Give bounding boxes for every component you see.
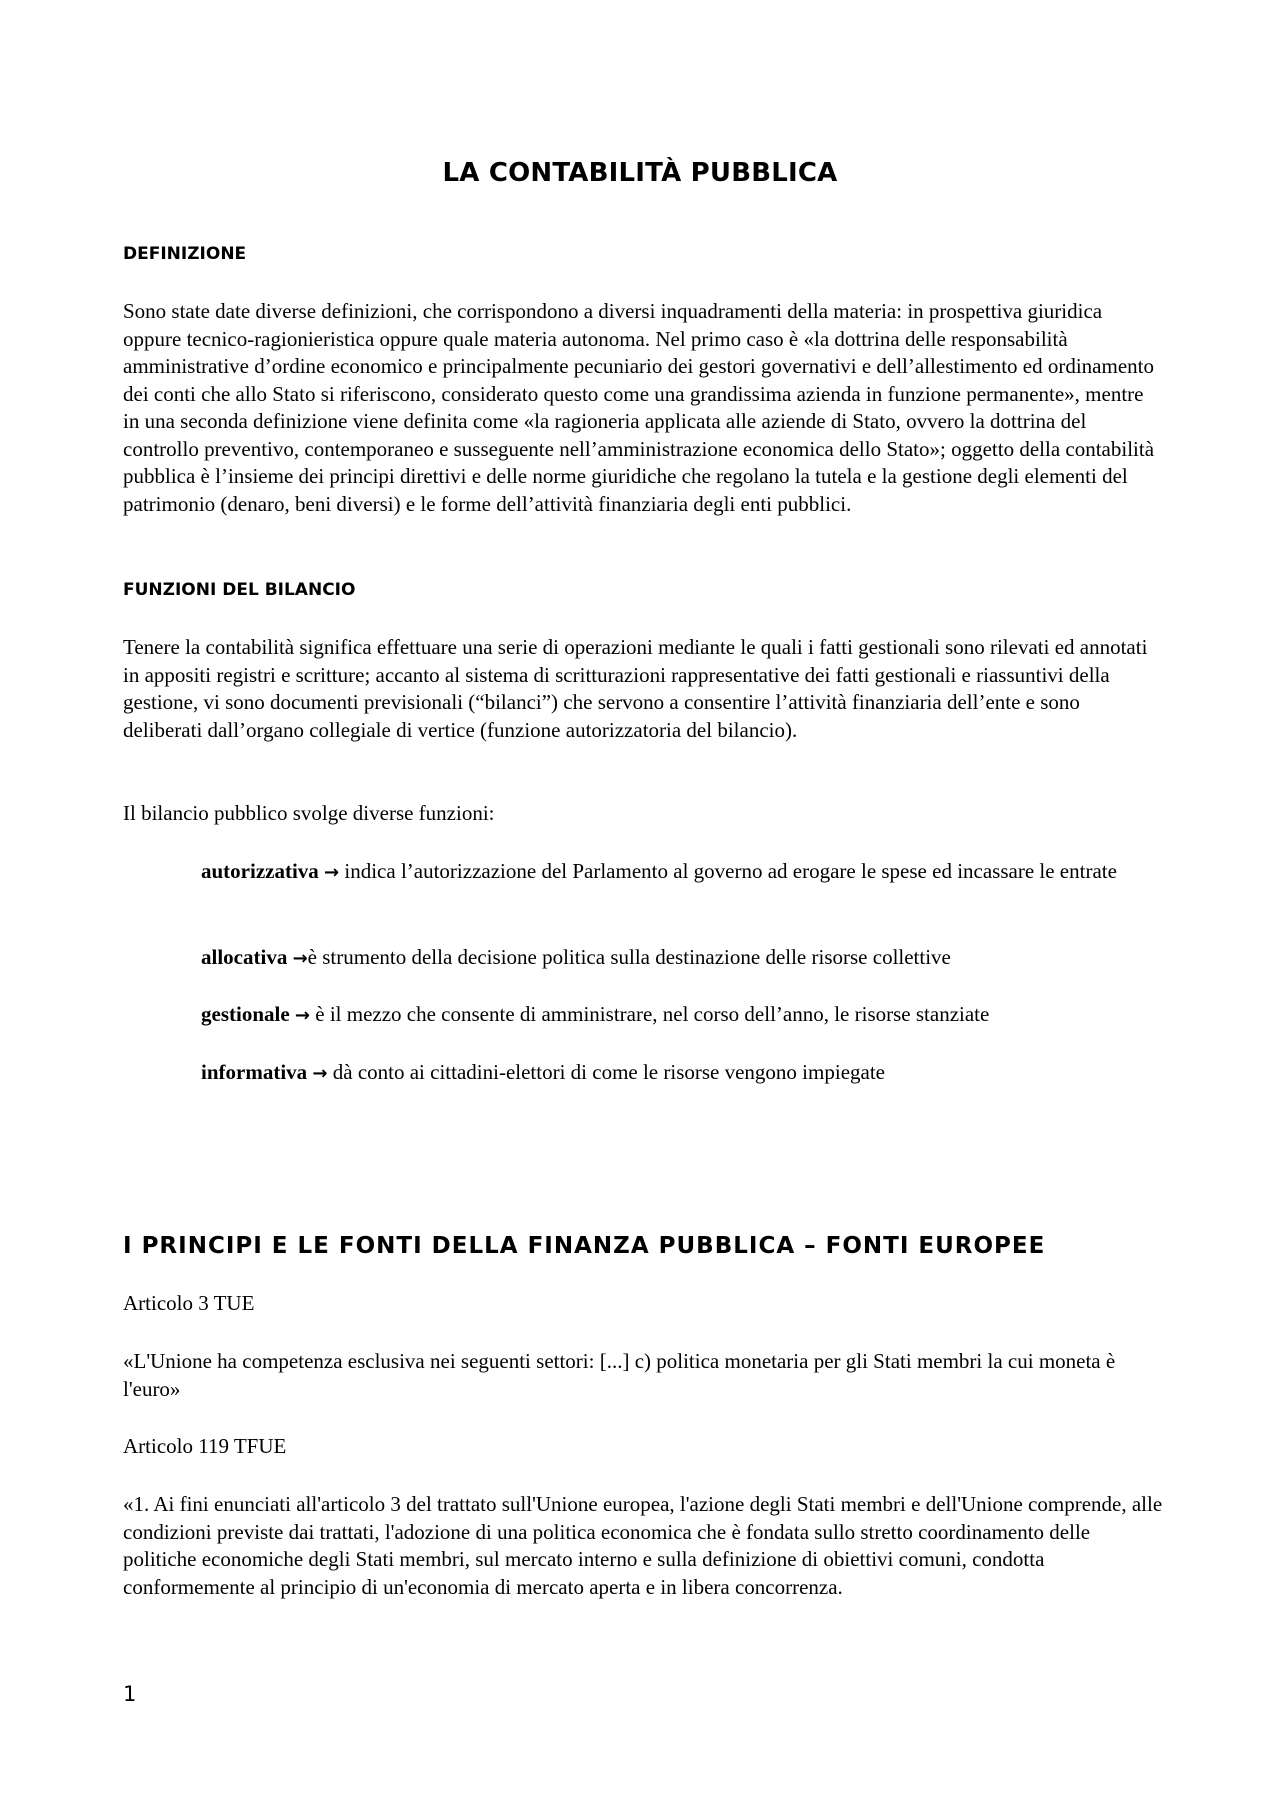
right-arrow-icon: →	[294, 1005, 310, 1026]
paragraph-funzioni-intro: Il bilancio pubblico svolge diverse funzioni:	[123, 801, 495, 825]
section-heading-principi: I PRINCIPI E LE FONTI DELLA FINANZA PUBBLICA – FONTI EUROPEE	[123, 1233, 1046, 1259]
right-arrow-icon: →	[324, 862, 340, 883]
article-3-label: Articolo 3 TUE	[123, 1291, 255, 1315]
list-item-autorizzativa	[201, 858, 1161, 887]
article-119-label: Articolo 119 TFUE	[123, 1434, 287, 1458]
list-text: è il mezzo che consente di amministrare, nel corso dell’anno, le risorse stanziate	[310, 1002, 990, 1026]
list-term: autorizzativa	[201, 859, 319, 883]
page-number: 1	[123, 1682, 137, 1706]
list-text: indica l’autorizzazione del Parlamento al governo ad erogare le spese ed incassare le entrate	[339, 859, 1117, 883]
paragraph-funzioni: Tenere la contabilità significa effettuare una serie di operazioni mediante le quali i fatti gestionali sono rilevati ed annotati in appositi registri e scritture; accanto al sistema di scritturazioni rappresentative dei fatti gestionali e riassuntivi della gestione, vi sono documenti previsionali (“bilanci”) che servono a consentire l’attività finanziaria dell’ente e sono deliberati dall’organo collegiale di vertice (funzione autorizzatoria del bilancio).	[123, 635, 1148, 742]
heading-definizione: DEFINIZIONE	[123, 244, 247, 264]
page-title: LA CONTABILITÀ PUBBLICA	[442, 158, 838, 188]
list-text: dà conto ai cittadini-elettori di come le risorse vengono impiegate	[327, 1060, 885, 1084]
list-term: allocativa	[201, 945, 288, 969]
right-arrow-icon: →	[292, 948, 308, 969]
paragraph-definizione: Sono state date diverse definizioni, che corrispondono a diversi inquadramenti della materia: in prospettiva giuridica oppure tecnico-ragionieristica oppure quale materia autonoma. Nel primo caso è «la dottrina delle responsabilità amministrative d’ordine economico e principalmente pecuniario dei gestori governativi e dell’allestimento ed ordinamento dei conti che allo Stato si riferiscono, considerato questo come una grandissima azienda in funzione permanente», mentre in una seconda definizione viene definita come «la ragioneria applicata alle aziende di Stato, ovvero la dottrina del controllo preventivo, contemporaneo e susseguente nell’amministrazione economica dello Stato»; oggetto della contabilità pubblica è l’insieme dei principi direttivi e delle norme giuridiche che regolano la tutela e la gestione degli elementi del patrimonio (denaro, beni diversi) e le forme dell’attività finanziaria degli enti pubblici.	[123, 299, 1155, 516]
article-3-text: «L'Unione ha competenza esclusiva nei seguenti settori: [...] c) politica monetaria per gli Stati membri la cui moneta è l'euro»	[123, 1349, 1116, 1401]
list-item-informativa	[201, 1059, 1161, 1088]
list-item-allocativa	[201, 944, 1161, 973]
article-119-text: «1. Ai fini enunciati all'articolo 3 del trattato sull'Unione europea, l'azione degli Stati membri e dell'Unione comprende, alle condizioni previste dai trattati, l'adozione di una politica economica che è fondata sullo stretto coordinamento delle politiche economiche degli Stati membri, sul mercato interno e sulla definizione di obiettivi comuni, condotta conformemente al principio di un'economia di mercato aperta e in libera concorrenza.	[123, 1492, 1163, 1599]
list-term: informativa	[201, 1060, 308, 1084]
heading-funzioni-del-bilancio: FUNZIONI DEL BILANCIO	[123, 580, 356, 600]
list-item-gestionale	[201, 1001, 1161, 1030]
list-term: gestionale	[201, 1002, 290, 1026]
list-text: è strumento della decisione politica sulla destinazione delle risorse collettive	[307, 945, 951, 969]
right-arrow-icon: →	[312, 1063, 328, 1084]
